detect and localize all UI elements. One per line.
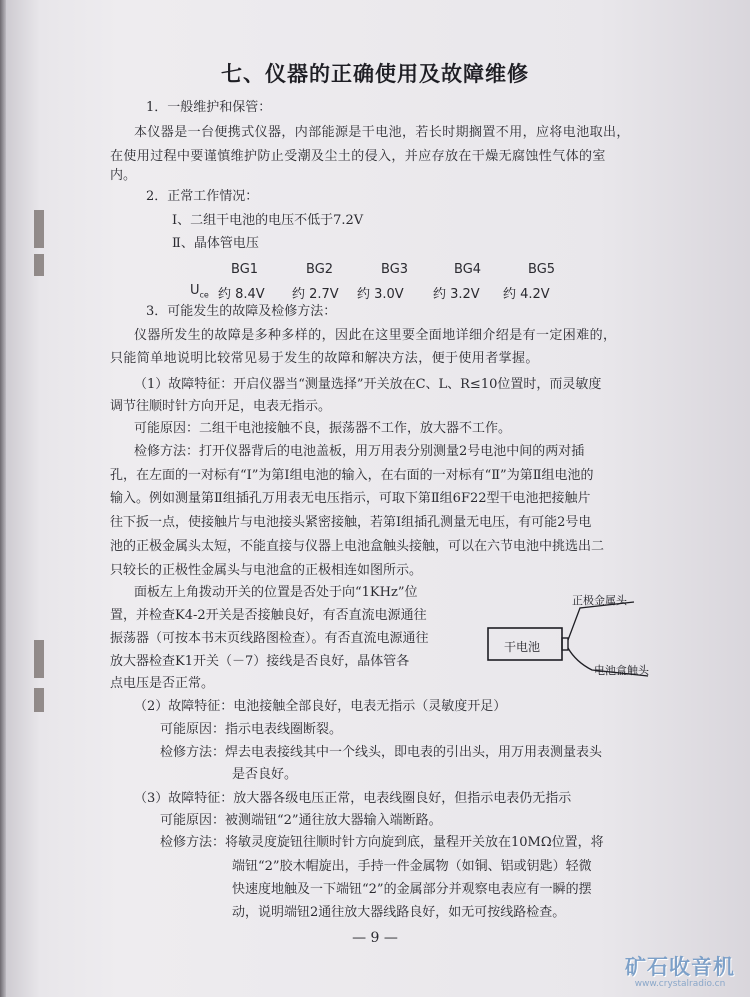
fault1-method-line: 池的正极金属头太短，不能直接与仪器上电池盒触头接触，可以在六节电池中挑选出二 <box>110 539 605 554</box>
fault3-method-line: 检修方法：将敏灵度旋钮往顺时针方向旋到底，量程开关放在10MΩ位置，将 <box>160 835 604 850</box>
fault1-method-line: 输入。例如测量第Ⅱ组插孔万用表无电压指示，可取下第Ⅱ组6F22型干电池把接触片 <box>110 491 591 506</box>
fault3-method-line: 动，说明端钮2通往放大器线路良好，如无可按线路检查。 <box>232 905 566 920</box>
bg-value: 约 8.4V <box>218 287 265 302</box>
section1-para-line: 本仪器是一台便携式仪器，内部能源是干电池，若长时期搁置不用，应将电池取出， <box>134 125 630 140</box>
watermark-url: www.crystalradio.cn <box>634 979 726 989</box>
positive-terminal-label: 正极金属头 <box>572 594 627 607</box>
fault1-method-line: 检修方法：打开仪器背后的电池盖板，用万用表分别测量2号电池中间的两对插 <box>134 444 585 459</box>
bg-label: BG2 <box>306 262 334 277</box>
bg-label: BG3 <box>381 262 409 277</box>
section1-para-line: 在使用过程中要谨慎维护防止受潮及尘土的侵入，并应存放在干燥无腐蚀性气体的室 <box>110 149 606 164</box>
fault2-method-line: 是否良好。 <box>232 767 298 782</box>
binding-mark <box>34 688 44 712</box>
page-title: 七、仪器的正确使用及故障维修 <box>221 62 529 86</box>
binding-mark <box>34 640 44 678</box>
fault1-method-line: 孔，在左面的一对标有“Ⅰ”为第Ⅰ组电池的输入，在右面的一对标有“Ⅱ”为第Ⅱ组电池的 <box>110 468 594 483</box>
fault1-method-line: 只较长的正极性金属头与电池盒的正极相连如图所示。 <box>110 563 423 578</box>
fault1-check-line: 放大器检查K1开关（－7）接线是否良好，晶体管各 <box>110 654 410 669</box>
uce-label <box>190 283 209 300</box>
section1-heading: 1．一般维护和保管： <box>146 100 272 115</box>
section3-intro-line: 只能简单地说明比较常见易于发生的故障和解决方法，便于使用者掌握。 <box>110 351 539 366</box>
section2-item: Ⅱ、晶体管电压 <box>172 236 259 251</box>
battery-label: 干电池 <box>504 640 541 654</box>
uce-main: U <box>190 283 200 298</box>
fault1-check-line: 振荡器（可按本书末页线路图检查）。有否直流电源通往 <box>110 631 429 646</box>
bg-value: 约 3.2V <box>433 287 480 302</box>
section3-intro-line: 仪器所发生的故障是多种多样的，因此在这里要全面地详细介绍是有一定困难的， <box>134 328 617 343</box>
site-watermark <box>616 951 744 991</box>
fault1-feature: （1）故障特征：开启仪器当“测量选择”开关放在C、L、R≤10位置时，而灵敏度 <box>134 377 602 392</box>
bg-label: BG1 <box>231 262 259 277</box>
fault3-cause: 可能原因：被测端钮“2”通往放大器输入端断路。 <box>160 813 442 828</box>
uce-subscript: ce <box>199 290 209 300</box>
fault2-feature: （2）故障特征：电池接触全部良好，电表无指示（灵敏度开足） <box>134 699 507 714</box>
fault2-cause: 可能原因：指示电表线圈断裂。 <box>160 722 343 737</box>
fault2-method-line: 检修方法：焊去电表接线其中一个线头，即电表的引出头，用万用表测量表头 <box>160 745 603 760</box>
watermark-logo-text: 矿石收音机 <box>625 955 735 979</box>
binding-mark <box>34 254 44 276</box>
fault3-method-line: 端钮“2”胶木帽旋出，手持一件金属物（如铜、铝或钥匙）轻微 <box>232 859 592 874</box>
section1-para-line: 内。 <box>110 168 137 183</box>
fault1-check-line: 置，并检查K4-2开关是否接触良好，有否直流电源通往 <box>110 608 427 623</box>
section2-item: Ⅰ、二组干电池的电压不低于7.2V <box>172 213 364 228</box>
section2-heading: 2．正常工作情况： <box>146 189 259 204</box>
bg-label: BG5 <box>528 262 556 277</box>
binding-mark <box>34 210 44 248</box>
bg-label: BG4 <box>454 262 482 277</box>
fault3-method-line: 快速度地触及一下端钮“2”的金属部分并观察电表应有一瞬的摆 <box>232 882 592 897</box>
page-number: — 9 — <box>352 930 398 946</box>
fault1-cause: 可能原因：二组干电池接触不良，振荡器不工作，放大器不工作。 <box>134 421 512 436</box>
bg-value: 约 4.2V <box>503 287 550 302</box>
fault1-check-line: 点电压是否正常。 <box>110 676 215 691</box>
page-edge-shadow <box>0 0 6 997</box>
bg-value: 约 2.7V <box>292 287 339 302</box>
battery-diagram <box>476 584 746 694</box>
fault1-feature: 调节往顺时针方向开足，电表无指示。 <box>110 399 332 414</box>
bg-value: 约 3.0V <box>357 287 404 302</box>
battery-terminal <box>562 638 568 650</box>
fault3-feature: （3）故障特征：放大器各级电压正常，电表线圈良好，但指示电表仍无指示 <box>134 791 572 806</box>
section3-heading: 3．可能发生的故障及检修方法： <box>146 304 337 319</box>
fault1-check-line: 面板左上角拨动开关的位置是否处于向“1KHz”位 <box>134 585 418 600</box>
fault1-method-line: 往下扳一点，使接触片与电池接头紧密接触，若第Ⅰ组插孔测量无电压，有可能2号电 <box>110 515 592 530</box>
battery-contact-label: 电池盒触头 <box>594 664 649 677</box>
